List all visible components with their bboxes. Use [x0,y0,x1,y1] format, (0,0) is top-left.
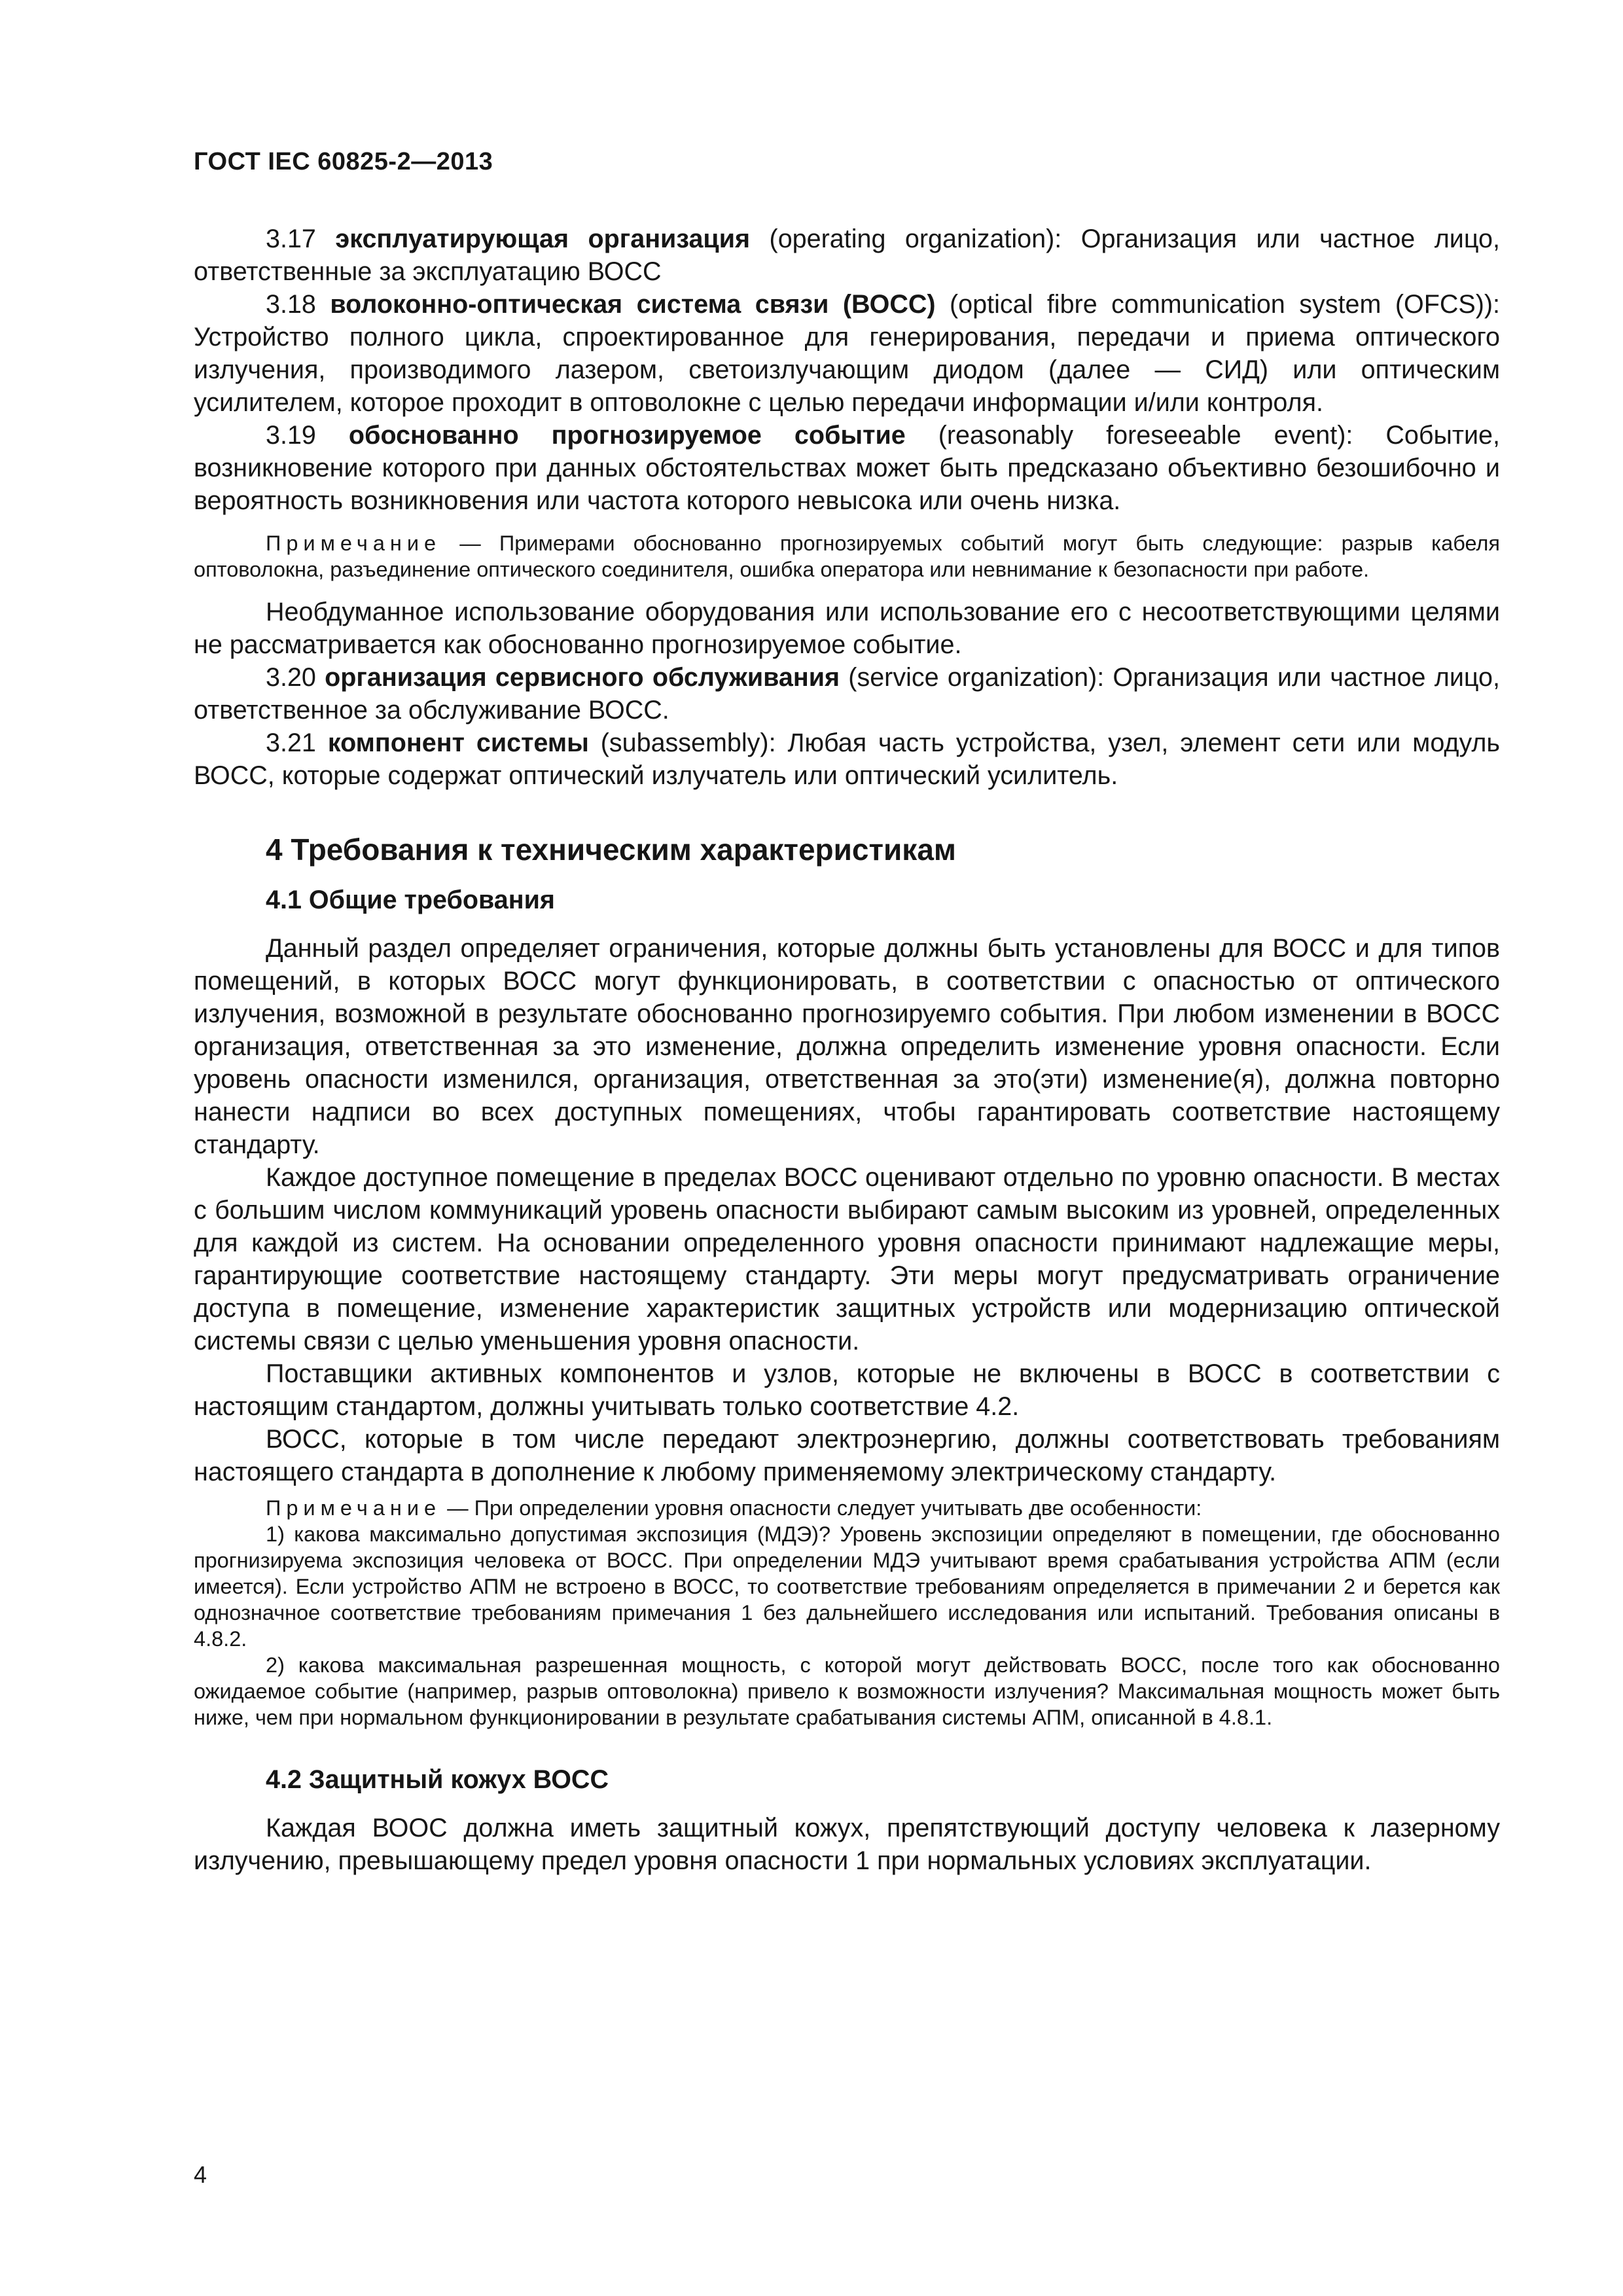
note-3-19: Примечание — Примерами обоснованно прогнозируемых событий могут быть следующие: разрыв кабеля оптоволокна, разъединение оптического соединителя, ошибка оператора или невнимание к безопасности при работе. [194,531,1500,581]
subsection-4-1-heading: 4.1 Общие требования [266,886,555,914]
section-4-heading: 4 Требования к техническим характеристикам [266,833,956,867]
definition-3-21: 3.21 компонент системы (subassembly): Любая часть устройства, узел, элемент сети или модуль ВОСС, которые содержат оптический излучатель или оптический усилитель. [194,728,1500,790]
page-number: 4 [194,2161,207,2188]
paragraph-4-1-c: Поставщики активных компонентов и узлов, которые не включены в ВОСС в соответствии с настоящим стандартом, должны учитывать только соответствие 4.2. [194,1359,1500,1421]
definition-3-20: 3.20 организация сервисного обслуживания (service organization): Организация или частное лицо, ответственное за обслуживание ВОСС. [194,663,1500,725]
paragraph-4-1-a: Данный раздел определяет ограничения, которые должны быть установлены для ВОСС и для типов помещений, в которых ВОСС могут функционировать, в соответствии с опасностью от оптического излучения, возможной в результате обоснованно прогнозируемго события. При любом изменении в ВОСС организация, ответственная за это изменение, должна определить изменение уровня опасности. Если уровень опасности изменился, организация, ответственная за это(эти) изменение(я), должна повторно нанести надписи во всех доступных помещениях, чтобы гарантировать соответствие настоящему стандарту. [194,934,1500,1159]
note-4-1: Примечание — При определении уровня опасности следует учитывать две особенности: [266,1496,1202,1520]
note-4-1-item-1: 1) какова максимально допустимая экспозиция (МДЭ)? Уровень экспозиции определяют в помещении, где обоснованно прогнизируема экспозиция человека от ВОСС. При определении МДЭ учитывают время срабатывания устройства АПМ (если имеется). Если устройство АПМ не встроено в ВОСС, то соответствие требованиям определяется в примечании 2 и берется как однозначное соответствие требованиям примечания 1 без дальнейшего исследования или испытаний. Требования описаны в 4.8.2. [194,1522,1500,1651]
definition-3-17: 3.17 эксплуатирующая организация (operating organization): Организация или частное лицо, ответственные за эксплуатацию ВОСС [194,224,1500,286]
definition-3-19: 3.19 обоснованно прогнозируемое событие (reasonably foreseeable event): Событие, возникновение которого при данных обстоятельствах может быть предсказано объективно безошибочно и вероятность возникновения или частота которого невысока или очень низка. [194,421,1500,515]
note-label: Примечание [266,531,442,555]
paragraph-4-2: Каждая ВООС должна иметь защитный кожух, препятствующий доступу человека к лазерному излучению, превышающему предел уровня опасности 1 при нормальных условиях эксплуатации. [194,1814,1500,1875]
note-4-1-item-2: 2) какова максимальная разрешенная мощность, с которой могут действовать ВОСС, после того как обоснованно ожидаемое событие (например, разрыв оптоволокна) привело к возможности излучения? Максимальная мощность может быть ниже, чем при нормальном функционировании в результате срабатывания системы АПМ, описанной в 4.8.1. [194,1653,1500,1729]
page-content [194,223,1500,1877]
definition-3-18: 3.18 волоконно-оптическая система связи (ВОСС) (optical fibre communication system (OFCS)): Устройство полного цикла, спроектированное для генерирования, передачи и приема оптического излучения, производимого лазером, светоизлучающим диодом (далее — СИД) или оптическим усилителем, которое проходит в оптоволокне с целью передачи информации и/или контроля. [194,290,1500,417]
paragraph-4-1-b: Каждое доступное помещение в пределах ВОСС оценивают отдельно по уровню опасности. В местах с большим числом коммуникаций уровень опасности выбирают самым высоким из уровней, определенных для каждой из систем. На основании определенного уровня опасности принимают надлежащие меры, гарантирующие соответствие настоящему стандарту. Эти меры могут предусматривать ограничение доступа в помещение, изменение характеристик защитных устройств или модернизацию оптической системы связи с целью уменьшения уровня опасности. [194,1163,1500,1355]
subsection-4-2-heading: 4.2 Защитный кожух ВОСС [266,1765,609,1794]
paragraph-misuse: Необдуманное использование оборудования или использование его с несоответствующими целями не рассматривается как обоснованно прогнозируемое событие. [194,598,1500,659]
paragraph-4-1-d: ВОСС, которые в том числе передают электроэнергию, должны соответствовать требованиям настоящего стандарта в дополнение к любому применяемому электрическому стандарту. [194,1425,1500,1486]
document-code-header: ГОСТ IEC 60825-2—2013 [194,148,493,175]
